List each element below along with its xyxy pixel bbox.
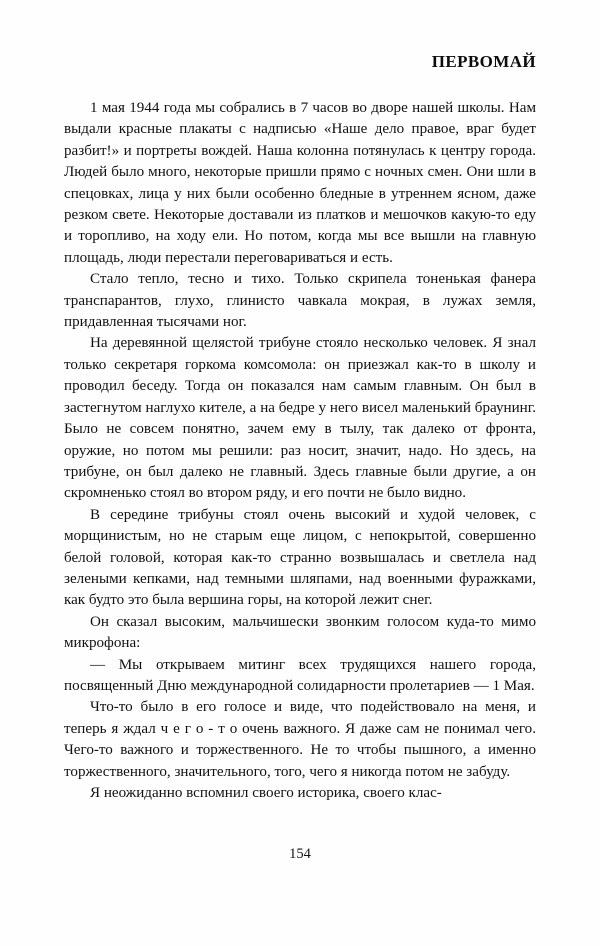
page-content	[64, 52, 536, 804]
chapter-title: ПЕРВОМАЙ	[431, 52, 536, 71]
paragraph: На деревянной щелястой трибуне стояло несколько человек. Я знал только секретаря горкома комсомола: он приезжал как-то в школу и проводил беседу. Тогда он показался нам самым главным. Он был в застегнутом наглухо кителе, а на бедре у него висел маленький браунинг. Было не совсем понятно, зачем ему в тылу, так далеко от фронта, оружие, но потом мы решили: раз носит, значит, надо. Но здесь, на трибуне, он был далеко не главный. Здесь главные были другие, а он скромненько стоял во втором ряду, и его почти не было видно.	[64, 335, 536, 502]
body-text	[64, 98, 536, 804]
paragraph: Что-то было в его голосе и виде, что подействовало на меня, и теперь я ждал ч е г о - т о очень важного. Я даже сам не понимал чего. Чего-то важного и торжественного. Не то чтобы пышного, а именно торжественного, значительного, того, чего я никогда потом не забуду.	[64, 699, 536, 780]
paragraph: Я неожиданно вспомнил своего историка, своего клас-	[90, 785, 442, 801]
paragraph-dialogue: — Мы открываем митинг всех трудящихся нашего города, посвященный Дню международной солидарности пролетариев — 1 Мая.	[64, 656, 536, 694]
page-number: 154	[289, 846, 311, 862]
paragraph: 1 мая 1944 года мы собрались в 7 часов во дворе нашей школы. Нам выдали красные плакаты с надписью «Наше дело правое, враг будет разбит!» и портреты вождей. Наша колонна потянулась к центру города. Людей было много, некоторые пришли прямо с ночных смен. Они шли в спецовках, лица у них были особенно бледные в утреннем ясном, даже резком свете. Некоторые доставали из платков и мешочков какую-то еду и торопливо, на ходу ели. Но потом, когда мы все вышли на главную площадь, люди перестали переговариваться и есть.	[64, 100, 536, 266]
paragraph: Стало тепло, тесно и тихо. Только скрипела тоненькая фанера транспарантов, глухо, глинисто чавкала мокрая, в лужах земля, придавленная тысячами ног.	[64, 271, 536, 331]
paragraph: Он сказал высоким, мальчишески звонким голосом куда-то мимо микрофона:	[64, 613, 536, 652]
paragraph: В середине трибуны стоял очень высокий и худой человек, с морщинистым, но не старым еще лицом, с непокрытой, совершенно белой головой, которая как-то странно возвышалась и светлела над зелеными кепками, над темными шляпами, над военными фуражками, как будто это была вершина горы, на которой лежит снег.	[64, 506, 536, 609]
